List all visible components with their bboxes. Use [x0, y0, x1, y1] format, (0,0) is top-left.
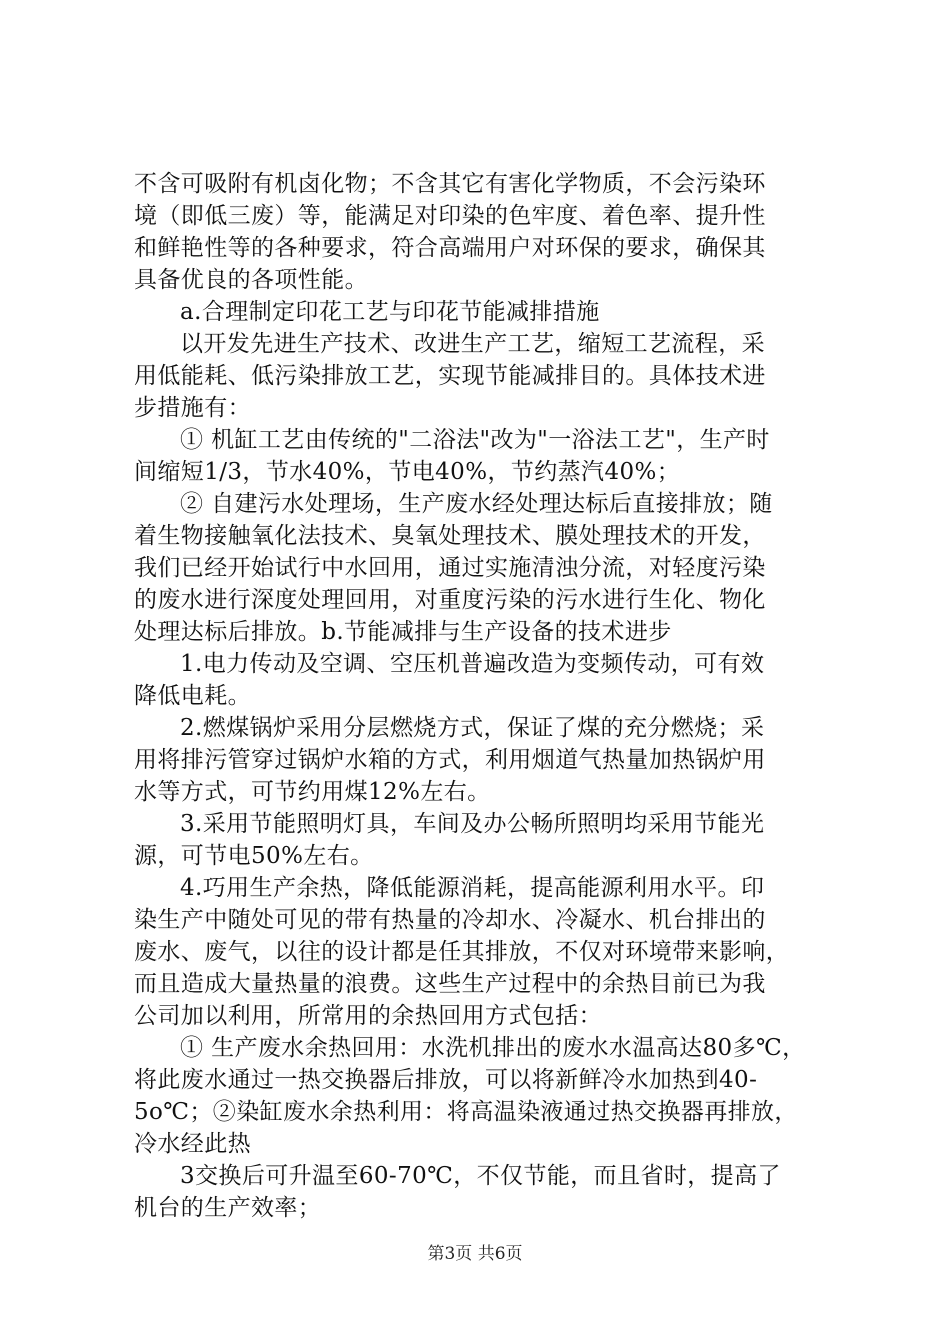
text-line: 以开发先进生产技术、改进生产工艺，缩短工艺流程，采	[180, 331, 765, 357]
text-line: 间缩短1/3，节水40%，节电40%，节约蒸汽40%；	[134, 459, 681, 485]
section-heading-a: a.合理制定印花工艺与印花节能减排措施	[180, 299, 600, 325]
text-line: 步措施有：	[134, 395, 251, 421]
text-line: 水等方式，可节约用煤12%左右。	[134, 779, 491, 805]
text-line: 公司加以利用，所常用的余热回用方式包括：	[134, 1003, 602, 1029]
text-line: 5o℃；②染缸废水余热利用：将高温染液通过热交换器再排放，	[134, 1099, 798, 1125]
numbered-item-3: 3.采用节能照明灯具，车间及办公畅所照明均采用节能光	[180, 811, 765, 837]
text-line: 着生物接触氧化法技术、臭氧处理技术、膜处理技术的开发，	[134, 523, 766, 549]
numbered-item-1: 1.电力传动及空调、空压机普遍改造为变频传动，可有效	[180, 651, 765, 677]
text-line: 3交换后可升温至60-70℃，不仅节能，而且省时，提高了	[180, 1163, 781, 1189]
text-line: 我们已经开始试行中水回用，通过实施清浊分流，对轻度污染	[134, 555, 766, 581]
text-line: 用低能耗、低污染排放工艺，实现节能减排目的。具体技术进	[134, 363, 766, 389]
text-line: 和鲜艳性等的各种要求，符合高端用户对环保的要求，确保其	[134, 235, 766, 261]
list-item-2: ② 自建污水处理场，生产废水经处理达标后直接排放；随	[180, 491, 773, 517]
text-line: 降低电耗。	[134, 683, 251, 709]
text-line: 机台的生产效率；	[134, 1195, 322, 1221]
page-number-footer: 第3页 共6页	[427, 1244, 523, 1264]
numbered-item-4: 4.巧用生产余热，降低能源消耗，提高能源利用水平。印	[180, 875, 765, 901]
text-line: 废水、废气，以往的设计都是任其排放，不仅对环境带来影响，	[134, 939, 790, 965]
list-item-waste-heat: ① 生产废水余热回用：水洗机排出的废水水温高达80多℃，	[180, 1035, 806, 1061]
text-line: 的废水进行深度处理回用，对重度污染的污水进行生化、物化	[134, 587, 766, 613]
text-line: 将此废水通过一热交换器后排放，可以将新鲜冷水加热到40-	[134, 1067, 758, 1093]
text-line: 源，可节电50%左右。	[134, 843, 374, 869]
text-line: 境（即低三废）等，能满足对印染的色牢度、着色率、提升性	[134, 203, 766, 229]
text-line: 处理达标后排放。b.节能减排与生产设备的技术进步	[134, 619, 672, 645]
numbered-item-2: 2.燃煤锅炉采用分层燃烧方式，保证了煤的充分燃烧；采	[180, 715, 765, 741]
text-line: 用将排污管穿过锅炉水箱的方式，利用烟道气热量加热锅炉用	[134, 747, 766, 773]
document-body	[134, 168, 834, 1224]
text-line: 冷水经此热	[134, 1131, 251, 1157]
list-item-1: ① 机缸工艺由传统的"二浴法"改为"一浴法工艺"，生产时	[180, 427, 770, 453]
text-line: 具备优良的各项性能。	[134, 267, 368, 293]
text-line: 而且造成大量热量的浪费。这些生产过程中的余热目前已为我	[134, 971, 766, 997]
text-line: 染生产中随处可见的带有热量的冷却水、冷凝水、机台排出的	[134, 907, 766, 933]
text-line: 不含可吸附有机卤化物；不含其它有害化学物质，不会污染环	[134, 171, 766, 197]
